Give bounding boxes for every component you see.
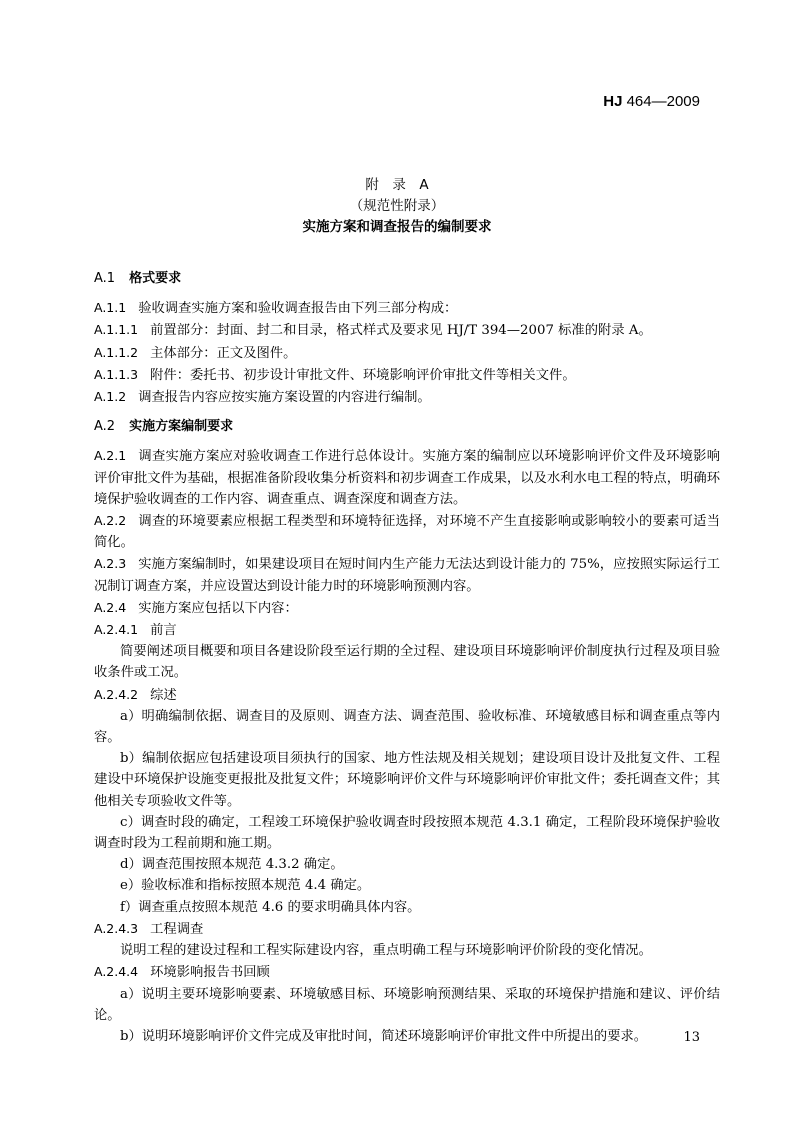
document-body xyxy=(94,268,720,1047)
clause-a24 xyxy=(94,597,720,619)
section-title: 实施方案编制要求 xyxy=(129,419,234,435)
clause-a241-body: 简要阐述项目概要和项目各建设阶段至运行期的全过程、建设项目环境影响评价制度执行过程及项目验收条件或工况。 xyxy=(94,644,720,681)
section-heading-a1 xyxy=(94,268,720,289)
list-item-a242-c: c）调查时段的确定，工程竣工环境保护验收调查时段按照本规范 4.3.1 确定，工程阶段环境保护验收调查时段为工程前期和施工期。 xyxy=(94,814,720,852)
page-number: 13 xyxy=(683,1030,700,1045)
clause-text: 验收调查实施方案和验收调查报告由下列三部分构成： xyxy=(138,301,458,317)
clause-number: A.2.4.4 xyxy=(94,964,139,980)
list-item-a242-b: b）编制依据应包括建设项目须执行的国家、地方性法规及相关规划；建设项目设计及批复文件、工程建设中环境保护设施变更报批及批复文件；环境影响评价文件与环境影响评价审批文件；委托调查文件；其他相关专项验收文件等。 xyxy=(94,751,720,809)
appendix-main-title: 实施方案和调查报告的编制要求 xyxy=(302,219,492,235)
clause-number: A.2.4 xyxy=(94,599,127,615)
clause-a111 xyxy=(94,319,720,341)
standard-prefix: HJ xyxy=(603,93,623,110)
clause-text: 调查报告内容应按实施方案设置的内容进行编制。 xyxy=(138,390,431,406)
clause-text: 主体部分：正文及图件。 xyxy=(150,345,297,361)
clause-number: A.2.4.3 xyxy=(94,920,139,936)
clause-a242 xyxy=(94,684,720,706)
clause-number: A.1.2 xyxy=(94,389,127,405)
clause-a243-body: 说明工程的建设过程和工程实际建设内容，重点明确工程与环境影响评价阶段的变化情况。 xyxy=(120,943,652,959)
list-item-a242-f: f）调查重点按照本规范 4.6 的要求明确具体内容。 xyxy=(120,899,421,915)
clause-text: 调查的环境要素应根据工程类型和环境特征选择，对环境不产生直接影响或影响较小的要素可适当简化。 xyxy=(94,514,720,551)
clause-a112 xyxy=(94,342,720,364)
clause-a113 xyxy=(94,364,720,386)
list-item-a242-e: e）验收标准和指标按照本规范 4.4 确定。 xyxy=(120,878,371,894)
clause-a11 xyxy=(94,297,720,319)
clause-number: A.1.1.1 xyxy=(94,322,139,338)
clause-number: A.2.2 xyxy=(94,513,127,529)
section-heading-a2 xyxy=(94,416,720,437)
clause-text: 前言 xyxy=(150,623,177,639)
clause-a22 xyxy=(94,510,720,553)
clause-text: 环境影响报告书回顾 xyxy=(150,965,270,981)
clause-number: A.1.1.3 xyxy=(94,366,139,382)
clause-number: A.2.4.2 xyxy=(94,686,139,702)
list-item-a242-a: a）明确编制依据、调查目的及原则、调查方法、调查范围、验收标准、环境敏感目标和调查重点等内容。 xyxy=(94,708,720,746)
clause-a244 xyxy=(94,961,720,983)
clause-text: 前置部分：封面、封二和目录，格式样式及要求见 HJ/T 394—2007 标准的附录 A。 xyxy=(150,323,652,339)
clause-a241 xyxy=(94,619,720,641)
appendix-title-block xyxy=(0,175,794,238)
standard-code xyxy=(603,93,700,110)
clause-a23 xyxy=(94,553,720,596)
clause-text: 实施方案应包括以下内容： xyxy=(138,600,298,616)
clause-text: 工程调查 xyxy=(150,921,204,937)
clause-text: 综述 xyxy=(150,687,177,703)
list-item-a244-a: a）说明主要环境影响要素、环境敏感目标、环境影响预测结果、采取的环境保护措施和建议、评价结论。 xyxy=(94,986,720,1023)
clause-text: 实施方案编制时，如果建设项目在短时间内生产能力无法达到设计能力的 75%，应按照实际运行工况制订调查方案，并应设置达到设计能力时的环境影响预测内容。 xyxy=(94,557,720,594)
clause-number: A.1.1.2 xyxy=(94,344,139,360)
clause-number: A.2.1 xyxy=(94,448,127,464)
appendix-type: （规范性附录） xyxy=(349,198,445,214)
section-number: A.1 xyxy=(94,271,116,286)
clause-number: A.2.4.1 xyxy=(94,622,139,638)
clause-a12 xyxy=(94,386,720,408)
clause-a243 xyxy=(94,918,720,940)
standard-number: 464—2009 xyxy=(622,93,700,110)
clause-text: 调查实施方案应对验收调查工作进行总体设计。实施方案的编制应以环境影响评价文件及环境影响评价审批文件为基础，根据准备阶段收集分析资料和初步调查工作成果，以及水利水电工程的特点，明确环境保护验收调查的工作内容、调查重点、调查深度和调查方法。 xyxy=(94,449,720,507)
section-title: 格式要求 xyxy=(129,271,182,286)
clause-number: A.1.1 xyxy=(94,300,127,316)
clause-text: 附件：委托书、初步设计审批文件、环境影响评价审批文件等相关文件。 xyxy=(150,367,576,383)
appendix-label: 附 录 A xyxy=(365,177,429,193)
section-number: A.2 xyxy=(94,419,116,435)
clause-a21 xyxy=(94,445,720,510)
list-item-a244-b: b）说明环境影响评价文件完成及审批时间，简述环境影响评价审批文件中所提出的要求。 xyxy=(120,1028,648,1044)
clause-number: A.2.3 xyxy=(94,556,127,572)
list-item-a242-d: d）调查范围按照本规范 4.3.2 确定。 xyxy=(120,857,344,873)
